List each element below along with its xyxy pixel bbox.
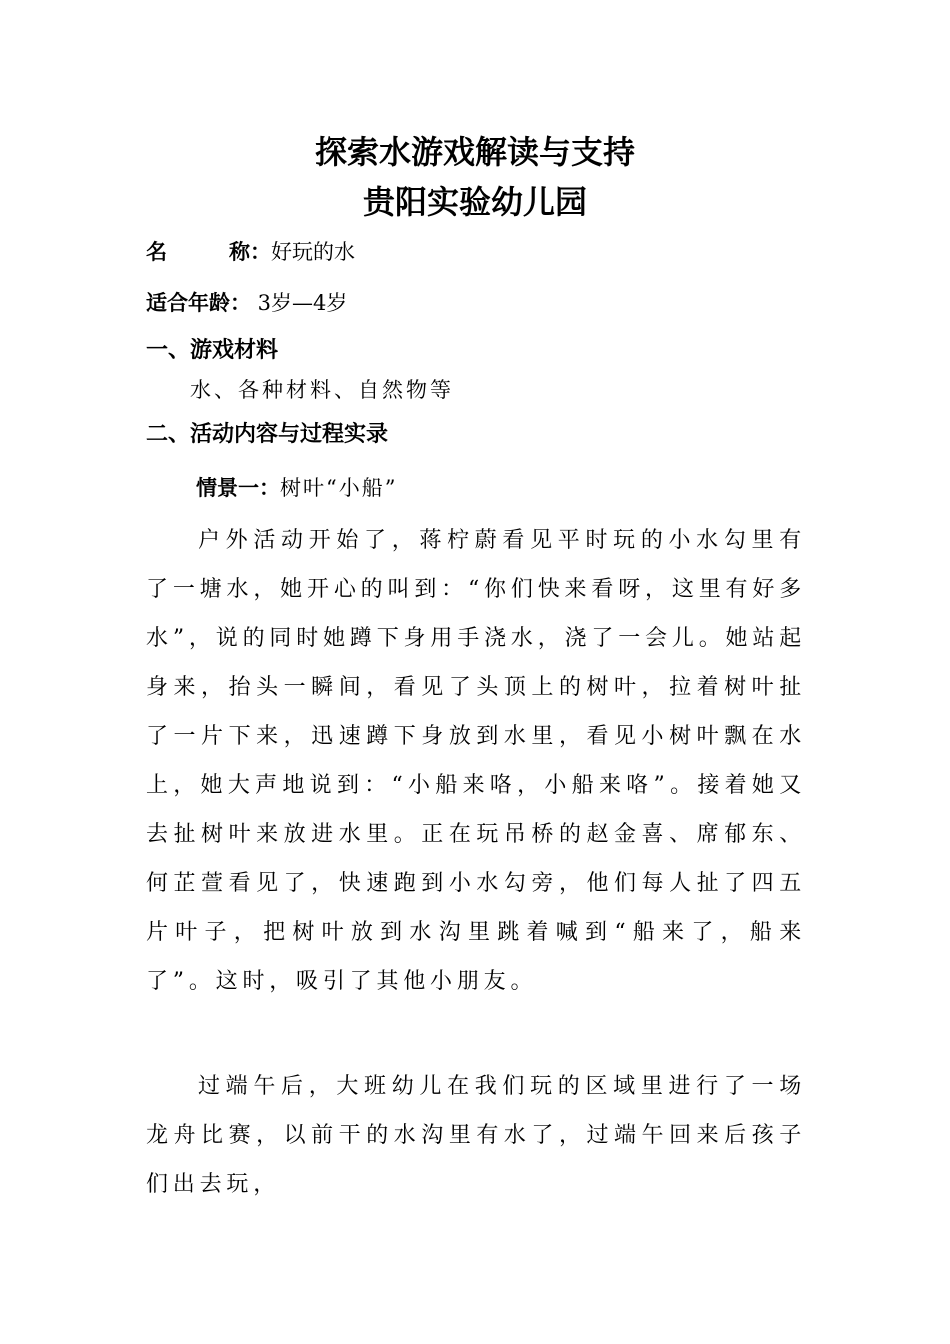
activity-name-label	[146, 240, 271, 264]
age-range-row	[146, 289, 347, 317]
paragraph-observation-1: 户外活动开始了，蒋柠蔚看见平时玩的小水勾里有了一塘水，她开心的叫到：“你们快来看呀，这里有好多水”，说的同时她蹲下身用手浇水，浇了一会儿。她站起身来，抬头一瞬间，看见了头顶上的树叶，拉着树叶扯了一片下来，迅速蹲下身放到水里，看见小树叶飘在水上，她大声地说到：“小船来咯，小船来咯”。接着她又去扯树叶来放进水里。正在玩吊桥的赵金喜、席郁东、何芷萱看见了，快速跑到小水勾旁，他们每人扯了四五片叶子，把树叶放到水沟里跳着喊到“船来了，船来了”。这时，吸引了其他小朋友。	[146, 528, 806, 994]
section-heading-process: 二、活动内容与过程实录	[146, 422, 389, 447]
activity-name-row	[146, 238, 355, 266]
age-range-label: 适合年龄：	[146, 291, 251, 315]
scene-title: 树叶“小船”	[280, 476, 398, 500]
activity-name-value: 好玩的水	[271, 240, 355, 264]
scene-heading	[196, 474, 397, 502]
materials-list: 水、各种材料、自然物等	[190, 378, 454, 402]
section-heading-materials: 一、游戏材料	[146, 338, 279, 363]
document-subtitle: 贵阳实验幼儿园	[362, 183, 587, 221]
paragraph-observation-2: 过端午后，大班幼儿在我们玩的区域里进行了一场龙舟比赛，以前干的水沟里有水了，过端午回来后孩子们出去玩，	[146, 1074, 806, 1197]
age-range-value: 3岁—4岁	[251, 291, 348, 315]
scene-label: 情景一：	[196, 476, 280, 500]
activity-name-label-part1: 名	[146, 240, 229, 264]
activity-name-label-part2: 称：	[229, 240, 271, 264]
document-title: 探索水游戏解读与支持	[314, 133, 635, 171]
